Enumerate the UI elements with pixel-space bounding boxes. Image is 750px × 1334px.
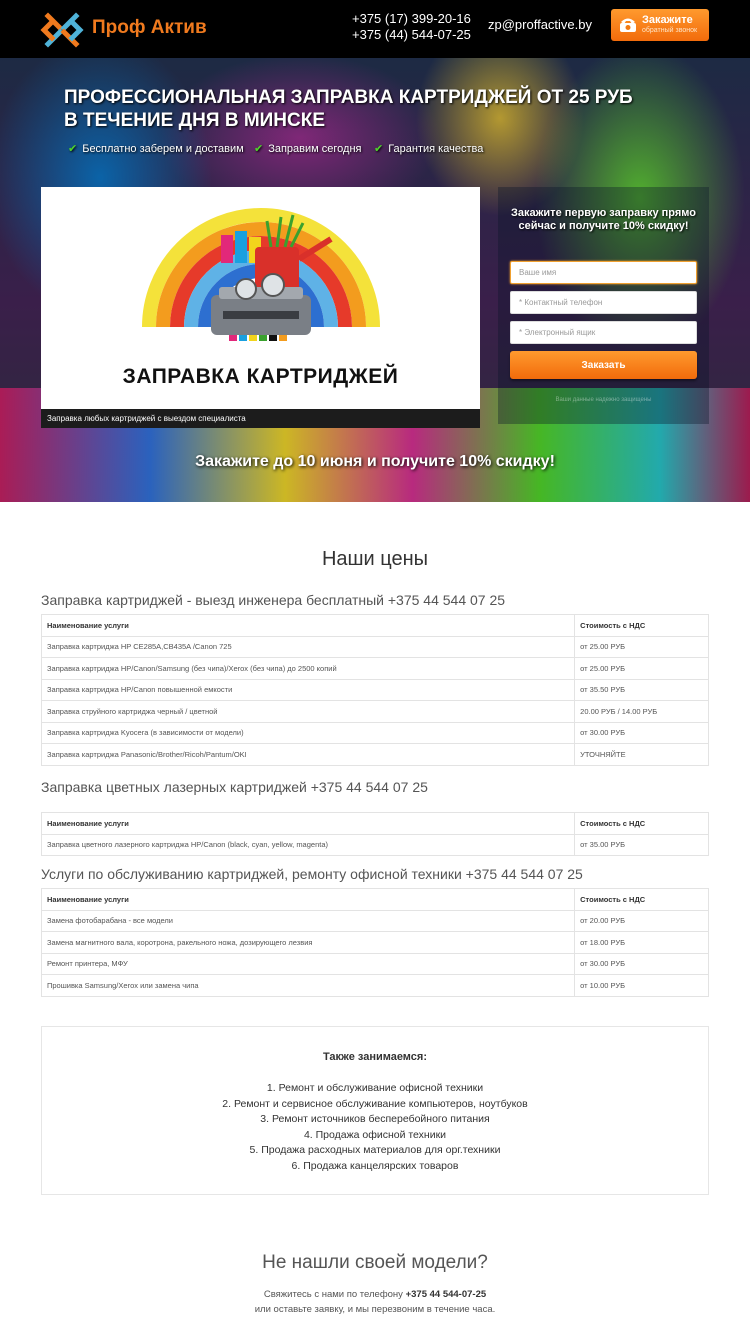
- list-item: 1. Ремонт и обслуживание офисной техники: [266, 1082, 484, 1094]
- table-row: [42, 679, 709, 701]
- hero-section: [0, 58, 750, 502]
- column-header-price: Стоимость с НДС: [575, 889, 709, 911]
- order-form: [498, 187, 709, 424]
- service-name: Ремонт принтера, МФУ: [42, 953, 575, 975]
- phone-input[interactable]: [510, 291, 697, 314]
- service-name: Заправка картриджа HP/Canon/Samsung (без чипа)/Xerox (без чипа) до 2500 копий: [42, 658, 575, 680]
- table-row: [42, 701, 709, 723]
- column-header-price: Стоимость с НДС: [575, 615, 709, 637]
- price-group-title-service: Услуги по обслуживанию картриджей, ремонту офисной техники +375 44 544 07 25: [41, 866, 583, 882]
- email-input[interactable]: [510, 321, 697, 344]
- price-group-title-color: Заправка цветных лазерных картриджей +375 44 544 07 25: [41, 779, 428, 795]
- service-name: Заправка картриджа HP CE285A,CB435A /Canon 725: [42, 636, 575, 658]
- callback-button[interactable]: [611, 9, 709, 41]
- brand-logo-icon[interactable]: [40, 8, 84, 52]
- price-table-service: [41, 888, 709, 997]
- price-table-color: [41, 812, 709, 856]
- check-icon: ✔: [374, 143, 384, 155]
- phone-2[interactable]: +375 (44) 544-07-25: [352, 27, 471, 42]
- service-price: от 25.00 РУБ: [575, 658, 709, 680]
- service-price: 20.00 РУБ / 14.00 РУБ: [575, 701, 709, 723]
- list-item: 5. Продажа расходных материалов для орг.техники: [249, 1144, 501, 1156]
- also-services-box: [41, 1026, 709, 1195]
- service-price: от 18.00 РУБ: [575, 932, 709, 954]
- table-row: [42, 932, 709, 954]
- order-form-title: Закажите первую заправку прямо сейчас и получите 10% скидку!: [510, 207, 696, 232]
- check-icon: ✔: [254, 143, 264, 155]
- table-header-row: [42, 813, 709, 835]
- also-services-list: [42, 1081, 708, 1174]
- table-row: [42, 744, 709, 766]
- list-item: 6. Продажа канцелярских товаров: [291, 1159, 459, 1172]
- header-phones: [352, 11, 471, 43]
- service-price: от 35.00 РУБ: [575, 834, 709, 856]
- service-name: Прошивка Samsung/Xerox или замена чипа: [42, 975, 575, 997]
- table-header-row: [42, 889, 709, 911]
- price-table-refill: [41, 614, 709, 766]
- hero-offer: Закажите до 10 июня и получите 10% скидку!: [195, 453, 555, 470]
- table-row: [42, 636, 709, 658]
- list-item: 3. Ремонт источников бесперебойного питания: [260, 1113, 490, 1125]
- phone-icon: [619, 16, 637, 33]
- callback-label: Закажите: [642, 14, 693, 26]
- service-name: Заправка цветного лазерного картриджа HP/Canon (black, cyan, yellow, magenta): [42, 834, 575, 856]
- table-header-row: [42, 615, 709, 637]
- service-name: Замена магнитного вала, коротрона, ракельного ножа, дозирующего лезвия: [42, 932, 575, 954]
- also-services-title: Также занимаемся:: [322, 1051, 428, 1063]
- phone-1[interactable]: +375 (17) 399-20-16: [352, 11, 471, 26]
- not-found-text: [0, 1287, 750, 1317]
- brand-name[interactable]: Проф Актив: [92, 17, 207, 38]
- service-price: от 20.00 РУБ: [575, 910, 709, 932]
- column-header-price: Стоимость с НДС: [575, 813, 709, 835]
- not-found-phone[interactable]: +375 44 544-07-25: [405, 1289, 487, 1300]
- service-price: от 30.00 РУБ: [575, 953, 709, 975]
- feature-item-delivery: ✔ Бесплатно заберем и доставим: [68, 143, 244, 155]
- promo-banner: [41, 187, 480, 428]
- table-row: [42, 834, 709, 856]
- site-header: [0, 0, 750, 58]
- service-price: от 35.50 РУБ: [575, 679, 709, 701]
- prices-title: Наши цены: [321, 548, 429, 570]
- promo-heading: ЗАПРАВКА КАРТРИДЖЕЙ: [122, 365, 399, 388]
- header-email[interactable]: zp@proffactive.by: [488, 17, 593, 32]
- feature-item-today: ✔ Заправим сегодня: [254, 143, 362, 155]
- service-price: УТОЧНЯЙТЕ: [575, 744, 709, 766]
- not-found-title: Не нашли своей модели?: [262, 1252, 488, 1273]
- service-name: Заправка картриджа Panasonic/Brother/Ricoh/Pantum/OKI: [42, 744, 575, 766]
- service-name: Заправка струйного картриджа черный / цветной: [42, 701, 575, 723]
- service-price: от 10.00 РУБ: [575, 975, 709, 997]
- table-row: [42, 722, 709, 744]
- price-group-title-refill: Заправка картриджей - выезд инженера бесплатный +375 44 544 07 25: [41, 592, 506, 608]
- list-item: 2. Ремонт и сервисное обслуживание компьютеров, ноутбуков: [222, 1097, 528, 1110]
- table-row: [42, 658, 709, 680]
- service-name: Заправка картриджа Kyocera (в зависимости от модели): [42, 722, 575, 744]
- table-row: [42, 975, 709, 997]
- order-submit-button[interactable]: Заказать: [510, 351, 697, 379]
- service-name: Замена фотобарабана - все модели: [42, 910, 575, 932]
- service-price: от 25.00 РУБ: [575, 636, 709, 658]
- order-privacy-note: Ваши данные надежно защищены: [555, 397, 652, 403]
- column-header-service: Наименование услуги: [42, 889, 575, 911]
- table-row: [42, 953, 709, 975]
- service-name: Заправка картриджа HP/Canon повышенной емкости: [42, 679, 575, 701]
- table-row: [42, 910, 709, 932]
- column-header-service: Наименование услуги: [42, 615, 575, 637]
- name-input[interactable]: [510, 261, 697, 284]
- callback-sublabel: обратный звонок: [642, 27, 698, 34]
- not-found-line2: или оставьте заявку, и мы перезвоним в течение часа.: [254, 1304, 496, 1315]
- check-icon: ✔: [68, 143, 78, 155]
- feature-item-quality: ✔ Гарантия качества: [374, 143, 484, 155]
- list-item: 4. Продажа офисной техники: [303, 1128, 447, 1141]
- promo-caption: Заправка любых картриджей с выездом специалиста: [41, 409, 480, 428]
- hero-title: ПРОФЕССИОНАЛЬНАЯ ЗАПРАВКА КАРТРИДЖЕЙ ОТ 25 РУБ В ТЕЧЕНИЕ ДНЯ В МИНСКЕ: [64, 87, 633, 131]
- service-price: от 30.00 РУБ: [575, 722, 709, 744]
- column-header-service: Наименование услуги: [42, 813, 575, 835]
- not-found-prefix: Свяжитесь с нами по телефону: [263, 1289, 403, 1300]
